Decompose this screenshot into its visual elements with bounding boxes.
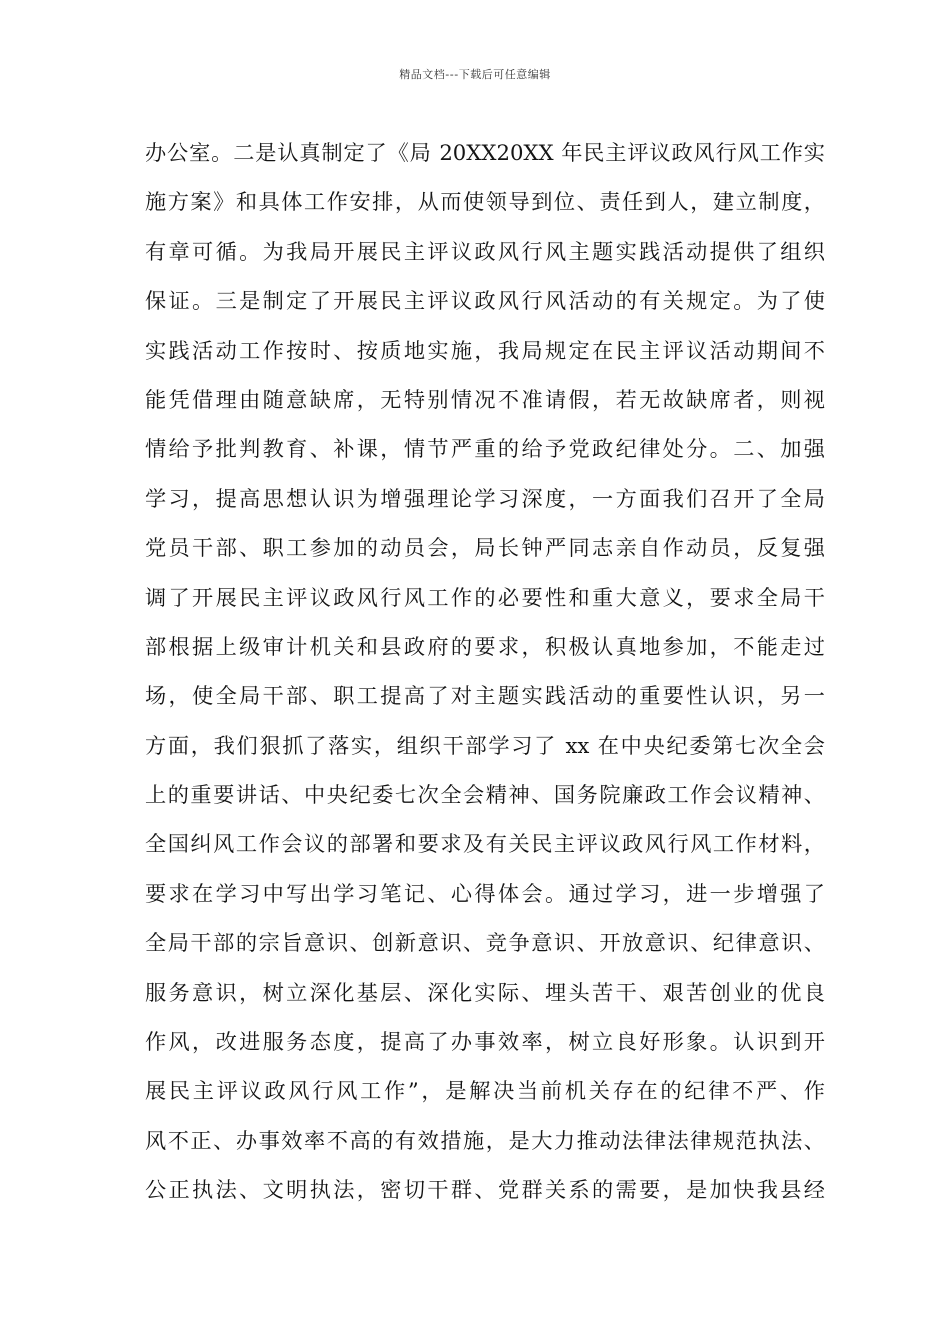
text-line: 公正执法、文明执法，密切干群、党群关系的需要，是加快我县经 bbox=[145, 1177, 825, 1203]
text-line: 能凭借理由随意缺席，无特别情况不准请假，若无故缺席者，则视 bbox=[145, 386, 825, 412]
page-header: 精品文档---下载后可任意编辑 bbox=[399, 68, 551, 81]
text-line: 全局干部的宗旨意识、创新意识、竞争意识、开放意识、纪律意识、 bbox=[145, 930, 825, 956]
text-line: 上的重要讲话、中央纪委七次全会精神、国务院廉政工作会议精神、 bbox=[145, 782, 825, 808]
body-text bbox=[145, 136, 825, 1223]
text-line: 施方案》和具体工作安排，从而使领导到位、责任到人，建立制度， bbox=[145, 189, 825, 215]
text-line: 风不正、办事效率不高的有效措施，是大力推动法律法律规范执法、 bbox=[145, 1127, 825, 1153]
text-line: 作风，改进服务态度，提高了办事效率，树立良好形象。认识到开 bbox=[145, 1029, 825, 1055]
text-line: 全国纠风工作会议的部署和要求及有关民主评议政风行风工作材料， bbox=[145, 831, 825, 857]
text-line: 要求在学习中写出学习笔记、心得体会。通过学习，进一步增强了 bbox=[145, 880, 825, 906]
text-line: 部根据上级审计机关和县政府的要求，积极认真地参加，不能走过 bbox=[145, 633, 825, 659]
text-line: 调了开展民主评议政风行风工作的必要性和重大意义，要求全局干 bbox=[145, 584, 825, 610]
text-line: 展民主评议政风行风工作”，是解决当前机关存在的纪律不严、作 bbox=[145, 1078, 825, 1104]
text-line: 服务意识，树立深化基层、深化实际、埋头苦干、艰苦创业的优良 bbox=[145, 979, 825, 1005]
text-line: 办公室。二是认真制定了《局 20XX20XX 年民主评议政风行风工作实 bbox=[145, 140, 825, 165]
text-line: 保证。三是制定了开展民主评议政风行风活动的有关规定。为了使 bbox=[145, 288, 825, 314]
text-line: 方面，我们狠抓了落实，组织干部学习了 xx 在中央纪委第七次全会 bbox=[145, 732, 825, 758]
text-line: 有章可循。为我局开展民主评议政风行风主题实践活动提供了组织 bbox=[145, 238, 825, 264]
text-line: 学习，提高思想认识为增强理论学习深度，一方面我们召开了全局 bbox=[145, 485, 825, 511]
text-line: 党员干部、职工参加的动员会，局长钟严同志亲自作动员，反复强 bbox=[145, 535, 825, 561]
text-line: 情给予批判教育、补课，情节严重的给予党政纪律处分。二、加强 bbox=[145, 436, 825, 462]
text-line: 实践活动工作按时、按质地实施，我局规定在民主评议活动期间不 bbox=[145, 337, 825, 363]
text-line: 场，使全局干部、职工提高了对主题实践活动的重要性认识，另一 bbox=[145, 683, 825, 709]
